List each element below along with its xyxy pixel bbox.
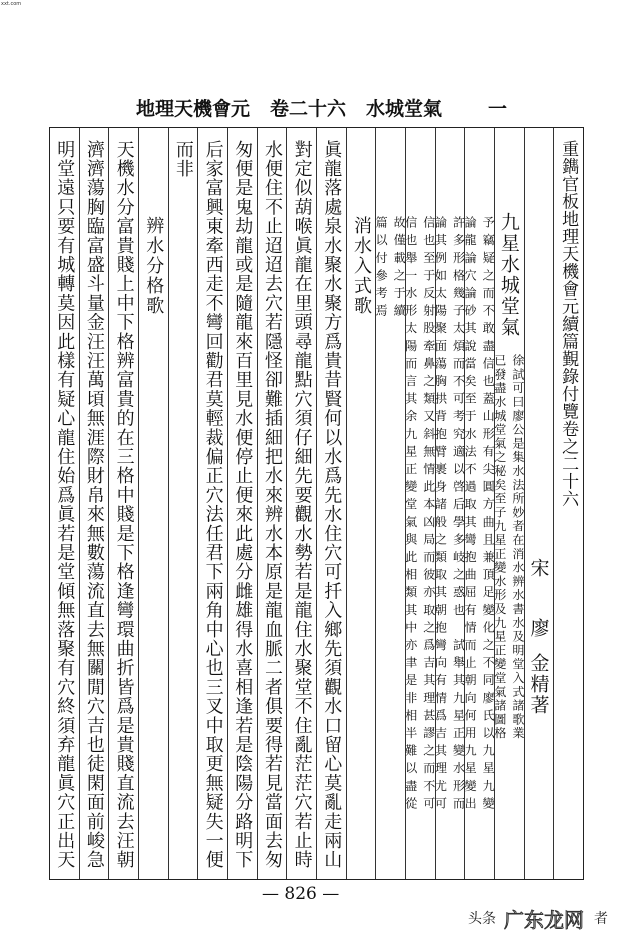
volume-title: 重鐫官板地理天機會元續篇覲錄付覽卷之二十六 xyxy=(558,140,579,508)
author-dynasty: 宋 xyxy=(527,558,550,577)
column-5 xyxy=(435,128,465,879)
verse-line: 眞龍落處泉水聚水聚方爲貴昔賢何以水爲先水住穴可扦入鄉先須觀水口留心莫亂走兩山 xyxy=(321,140,343,870)
column-16 xyxy=(108,128,138,879)
commentary-line: 論龍論穴論砂其說當矣至于水法不過取其彎抱曲屈有情而止朝向何用九星變出 xyxy=(463,216,478,815)
column-9 xyxy=(316,128,346,879)
section-heading-nine-stars: 九星水城堂氣 xyxy=(497,212,520,338)
commentary-line: 信也舉一水形太陽而言其余九星正變堂氣與此相類其中亦聿是非相半難以盡從 xyxy=(403,216,418,815)
column-11 xyxy=(257,128,287,879)
commentary-line: 論其例如太陽聚面蕩胸拱背抱臂裹身諸般之類取其朝抱彎向有情爲吉其理尤可 xyxy=(433,216,448,815)
text-frame xyxy=(49,127,584,880)
verse-line: 后家富興東牽西走不彎回勸君莫輕裁偏正穴法任君下兩角中心也三叉中取更無疑失一便 xyxy=(202,140,224,870)
verse-line: 濟濟蕩胸臨富盛斗量金汪汪萬頃無涯際財帛來無數蕩流直去無關閒穴吉也徒閑面前峻急 xyxy=(83,140,105,870)
commentary-line: 信也至于反射股牽鼻之類又斜無情此本凶局而彼亦取之爲吉其理甚謬之而不可 xyxy=(421,216,436,815)
verse-line: 而非 xyxy=(172,140,194,179)
column-author xyxy=(524,128,554,879)
column-18 xyxy=(50,128,79,879)
commentary-line: 許多形格幾子太煩而不可考究適以啓后學多岐之惑也 試舉其九星正變水形而 xyxy=(451,216,466,815)
column-17 xyxy=(79,128,109,879)
site-mark: xxt.com xyxy=(1,1,22,7)
commentary-line: 故僅載之于續 xyxy=(392,216,407,322)
column-15 xyxy=(138,128,168,879)
column-4 xyxy=(464,128,494,879)
verse-line: 天機水分富貴賤上中下格辨富貴的在三格中賤是下格逢彎環曲折皆爲是貴賤直流去汪朝 xyxy=(113,140,135,870)
commentary-line: 予竊疑之而不敢盡信也蓋山形有尖圓方曲且兼頂足變化之不同廖氏以九星九變 xyxy=(481,216,496,815)
column-6 xyxy=(405,128,435,879)
column-10 xyxy=(286,128,316,879)
commentary xyxy=(373,216,408,322)
column-12 xyxy=(227,128,257,879)
verse-line: 明堂遠只要有城轉莫因此樣有疑心龍住始爲眞若是堂傾無落聚有穴終須弃龍眞穴正出天 xyxy=(54,140,76,870)
commentary-line: 徐試可曰廖公是集水法所妙者在消水辨水書水及明堂入式諸歌業 xyxy=(510,354,525,741)
column-3 xyxy=(494,128,524,879)
author-surname: 廖 xyxy=(527,618,550,637)
header-section: 水城堂氣 xyxy=(366,98,443,120)
author-name: 金精著 xyxy=(527,653,550,716)
verse-line: 匆便是鬼劫龍或是隨龍來百里見水便停止便來此處分雌雄得水喜相逢若是陰陽分路明下 xyxy=(232,140,254,870)
commentary-line: 已發盡水城堂氣之秘矣至子九星正變水形及九星正變堂氣諸圖格 xyxy=(492,354,507,741)
verse-line: 對定似葫喉眞龍在里頭尋龍點穴須仔細先要觀水勢若是龍住水聚堂不住亂茫茫穴若止時 xyxy=(291,140,313,870)
column-13 xyxy=(197,128,227,879)
column-title xyxy=(553,128,583,879)
song-title-bianshui: 辨水分格歌 xyxy=(143,216,165,316)
commentary-line: 篇以付參考焉 xyxy=(374,216,389,322)
verse-line: 水便住不止迢迢去穴若隱怪卻難插細把水來辨水本原是龍血脈二者俱要得若見當面去匆 xyxy=(261,140,283,870)
header-volume: 卷二十六 xyxy=(270,98,347,120)
watermark-brand: 广东龙网 xyxy=(504,908,584,932)
song-title-xiaoshui: 消水入式歌 xyxy=(350,216,372,316)
header-leaf-number: 一 xyxy=(488,98,508,120)
page-number: — 826 — xyxy=(262,884,340,904)
column-8 xyxy=(346,128,376,879)
watermark-prefix: 头条 xyxy=(468,911,496,927)
column-7 xyxy=(375,128,405,879)
header-book-title: 地理天機會元 xyxy=(136,98,251,120)
column-14 xyxy=(168,128,198,879)
running-header xyxy=(130,94,530,122)
watermark-suffix: 者 xyxy=(594,911,608,927)
